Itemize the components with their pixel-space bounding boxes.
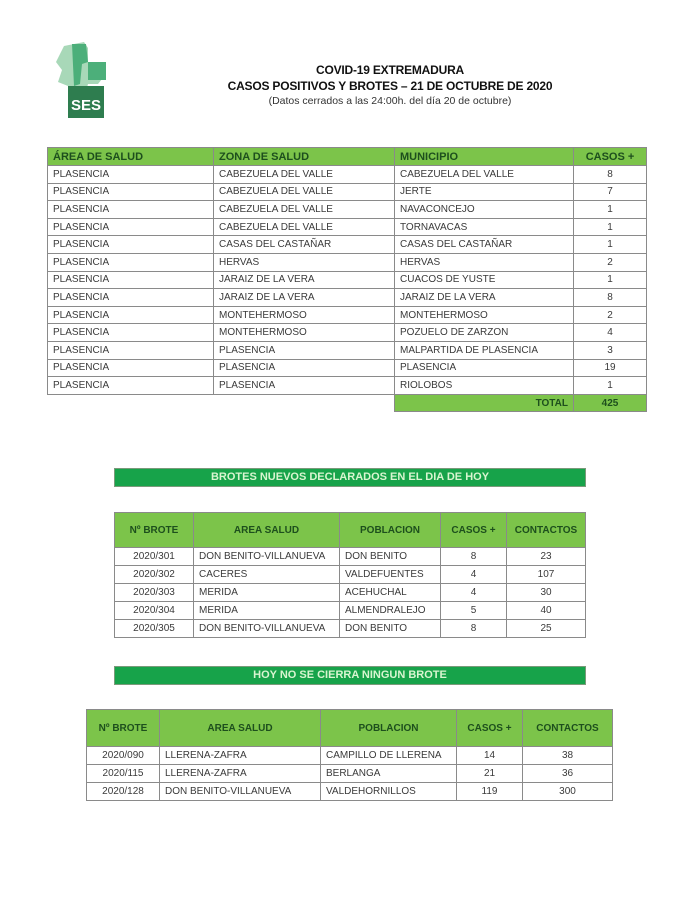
table-row <box>48 359 647 377</box>
col-contactos: CONTACTOS <box>507 513 586 548</box>
table-cell: 2 <box>574 306 647 324</box>
table-cell: PLASENCIA <box>48 306 214 324</box>
table-cell: MERIDA <box>194 602 340 620</box>
table-cell: 1 <box>574 218 647 236</box>
table-cell: 8 <box>574 289 647 307</box>
col-area-salud: AREA SALUD <box>194 513 340 548</box>
table-cell: 21 <box>457 765 523 783</box>
ses-logo <box>54 40 116 120</box>
table-cell: 14 <box>457 747 523 765</box>
table-cell: DON BENITO-VILLANUEVA <box>194 620 340 638</box>
table-cell: MALPARTIDA DE PLASENCIA <box>395 341 574 359</box>
table-row <box>48 236 647 254</box>
table-cell: 2020/301 <box>115 548 194 566</box>
table-cell: CUACOS DE YUSTE <box>395 271 574 289</box>
table-cell: VALDEFUENTES <box>340 566 441 584</box>
table-row <box>115 566 586 584</box>
table-row <box>115 602 586 620</box>
table-cell: PLASENCIA <box>48 236 214 254</box>
table-cell: PLASENCIA <box>48 201 214 219</box>
table-cell: LLERENA-ZAFRA <box>160 747 321 765</box>
page-subtitle: CASOS POSITIVOS Y BROTES – 21 DE OCTUBRE DE 2020 <box>227 79 553 93</box>
table-cell: 40 <box>507 602 586 620</box>
table-cell: 2 <box>574 253 647 271</box>
table-row <box>87 765 613 783</box>
table-cell: 3 <box>574 341 647 359</box>
table-cell: MONTEHERMOSO <box>214 324 395 342</box>
table-cell: 8 <box>441 548 507 566</box>
col-casos: CASOS + <box>457 710 523 747</box>
table-cell: 4 <box>441 566 507 584</box>
casos-positivos-table <box>47 147 647 412</box>
table-cell: CABEZUELA DEL VALLE <box>214 218 395 236</box>
table-cell: PLASENCIA <box>48 377 214 395</box>
col-poblacion: POBLACION <box>321 710 457 747</box>
col-zona-salud: ZONA DE SALUD <box>214 148 395 166</box>
table-cell: NAVACONCEJO <box>395 201 574 219</box>
data-cutoff-note: (Datos cerrados a las 24:00h. del día 20 de octubre) <box>268 95 512 107</box>
table-cell: MONTEHERMOSO <box>395 306 574 324</box>
table-header-row <box>115 513 586 548</box>
table-cell: 2020/302 <box>115 566 194 584</box>
table-cell: ACEHUCHAL <box>340 584 441 602</box>
table-cell: RIOLOBOS <box>395 377 574 395</box>
table-row <box>48 306 647 324</box>
table-cell: DON BENITO-VILLANUEVA <box>194 548 340 566</box>
table-cell: PLASENCIA <box>48 183 214 201</box>
table-cell: 2020/115 <box>87 765 160 783</box>
table-cell: CABEZUELA DEL VALLE <box>214 183 395 201</box>
table-cell: VALDEHORNILLOS <box>321 783 457 801</box>
table-cell: BERLANGA <box>321 765 457 783</box>
table-cell: 1 <box>574 271 647 289</box>
table-row <box>115 548 586 566</box>
table-cell: HERVAS <box>214 253 395 271</box>
table-cell: 2020/090 <box>87 747 160 765</box>
table-cell: 8 <box>574 166 647 184</box>
table-cell: 36 <box>523 765 613 783</box>
table-cell: CASAS DEL CASTAÑAR <box>214 236 395 254</box>
table-cell: 5 <box>441 602 507 620</box>
table-cell: 4 <box>441 584 507 602</box>
table-cell: LLERENA-ZAFRA <box>160 765 321 783</box>
brotes-cerrados-banner: HOY NO SE CIERRA NINGUN BROTE <box>114 666 586 685</box>
table-row <box>48 377 647 395</box>
table-cell: 30 <box>507 584 586 602</box>
col-casos: CASOS + <box>574 148 647 166</box>
table-cell: PLASENCIA <box>48 271 214 289</box>
col-n-brote: Nº BROTE <box>115 513 194 548</box>
table-cell: POZUELO DE ZARZON <box>395 324 574 342</box>
table-cell: PLASENCIA <box>48 324 214 342</box>
table-header-row <box>87 710 613 747</box>
col-area-salud: ÁREA DE SALUD <box>48 148 214 166</box>
table-header-row <box>48 148 647 166</box>
table-cell: ALMENDRALEJO <box>340 602 441 620</box>
table-cell: 23 <box>507 548 586 566</box>
table-row <box>115 584 586 602</box>
table-row <box>48 166 647 184</box>
table-cell: PLASENCIA <box>48 218 214 236</box>
col-n-brote: Nº BROTE <box>87 710 160 747</box>
table-cell: PLASENCIA <box>395 359 574 377</box>
table-cell: 2020/128 <box>87 783 160 801</box>
brotes-cerrados-table <box>86 709 613 801</box>
table-cell: 1 <box>574 201 647 219</box>
table-cell: TORNAVACAS <box>395 218 574 236</box>
table-cell: DON BENITO-VILLANUEVA <box>160 783 321 801</box>
brotes-nuevos-banner: BROTES NUEVOS DECLARADOS EN EL DIA DE HOY <box>114 468 586 487</box>
table-cell: 7 <box>574 183 647 201</box>
table-cell: CACERES <box>194 566 340 584</box>
table-cell: 1 <box>574 377 647 395</box>
table-cell: JARAIZ DE LA VERA <box>214 289 395 307</box>
col-casos: CASOS + <box>441 513 507 548</box>
col-municipio: MUNICIPIO <box>395 148 574 166</box>
page-header <box>180 62 600 108</box>
col-contactos: CONTACTOS <box>523 710 613 747</box>
table-cell: CABEZUELA DEL VALLE <box>214 166 395 184</box>
table-cell: PLASENCIA <box>48 359 214 377</box>
table-cell: JERTE <box>395 183 574 201</box>
table-cell: 38 <box>523 747 613 765</box>
table-cell: DON BENITO <box>340 620 441 638</box>
table-cell: PLASENCIA <box>214 359 395 377</box>
table-cell: CABEZUELA DEL VALLE <box>395 166 574 184</box>
brotes-nuevos-table <box>114 512 586 638</box>
table-cell: JARAIZ DE LA VERA <box>214 271 395 289</box>
table-row <box>48 201 647 219</box>
table-cell: 25 <box>507 620 586 638</box>
ses-logo-icon <box>54 40 116 120</box>
col-area-salud: AREA SALUD <box>160 710 321 747</box>
table-cell: MONTEHERMOSO <box>214 306 395 324</box>
table-row <box>48 253 647 271</box>
total-value: 425 <box>574 394 647 412</box>
table-row <box>48 271 647 289</box>
table-cell: PLASENCIA <box>48 166 214 184</box>
table-cell: 2020/303 <box>115 584 194 602</box>
table-cell: JARAIZ DE LA VERA <box>395 289 574 307</box>
total-row <box>48 394 647 412</box>
total-label: TOTAL <box>395 394 574 412</box>
table-row <box>87 783 613 801</box>
table-cell: HERVAS <box>395 253 574 271</box>
table-cell: 2020/304 <box>115 602 194 620</box>
table-cell: 4 <box>574 324 647 342</box>
table-row <box>48 183 647 201</box>
table-cell: DON BENITO <box>340 548 441 566</box>
table-cell: 107 <box>507 566 586 584</box>
table-cell: PLASENCIA <box>48 253 214 271</box>
page-title: COVID-19 EXTREMADURA <box>315 63 465 77</box>
table-row <box>48 324 647 342</box>
table-cell: CASAS DEL CASTAÑAR <box>395 236 574 254</box>
table-cell: PLASENCIA <box>214 377 395 395</box>
table-row <box>87 747 613 765</box>
table-cell: MERIDA <box>194 584 340 602</box>
table-row <box>48 341 647 359</box>
table-cell: 1 <box>574 236 647 254</box>
table-cell: CAMPILLO DE LLERENA <box>321 747 457 765</box>
table-cell: 2020/305 <box>115 620 194 638</box>
table-cell: PLASENCIA <box>48 341 214 359</box>
table-row <box>48 218 647 236</box>
table-cell: 19 <box>574 359 647 377</box>
table-row <box>115 620 586 638</box>
table-cell: PLASENCIA <box>48 289 214 307</box>
table-cell: 8 <box>441 620 507 638</box>
svg-text:SES: SES <box>70 97 102 114</box>
col-poblacion: POBLACION <box>340 513 441 548</box>
table-cell: CABEZUELA DEL VALLE <box>214 201 395 219</box>
table-row <box>48 289 647 307</box>
table-cell: 119 <box>457 783 523 801</box>
table-cell: PLASENCIA <box>214 341 395 359</box>
table-cell: 300 <box>523 783 613 801</box>
